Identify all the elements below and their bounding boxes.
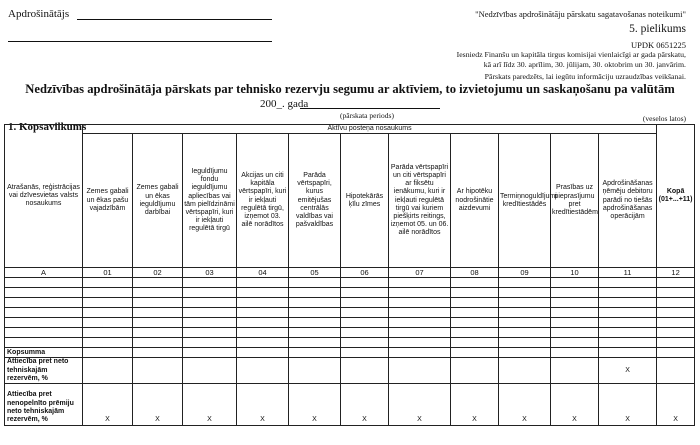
amount-cell[interactable] [341,288,389,298]
submission-line-2: kā arī līdz 30. aprīlim, 30. jūlijam, 30. oktobrim un 30. janvārim. [483,59,686,69]
amount-cell[interactable] [499,348,551,358]
summary-row-label: Attiecība pret nenopelnīto prēmiju neto tehniskajām rezervēm, % [5,384,83,426]
amount-cell[interactable] [237,338,289,348]
not-applicable-mark: X [133,384,183,426]
amount-cell[interactable] [183,328,237,338]
col-number: A [5,268,83,278]
not-applicable-mark: X [341,384,389,426]
amount-cell[interactable] [657,358,695,384]
amount-cell[interactable] [599,308,657,318]
insurer-name-line-2[interactable] [8,41,272,42]
not-applicable-mark: X [599,358,657,384]
amount-cell[interactable] [183,308,237,318]
amount-cell[interactable] [599,318,657,328]
col-number: 12 [657,268,695,278]
amount-cell[interactable] [599,338,657,348]
asset-group-header: Aktīvu posteņa nosaukums [83,125,657,134]
amount-cell[interactable] [657,278,695,288]
amount-cell[interactable] [657,328,695,338]
amount-cell[interactable] [499,358,551,384]
amount-cell[interactable] [451,308,499,318]
not-applicable-mark: X [599,384,657,426]
col-header-08: Ar hipotēku nodrošinātie aizdevumi [451,134,499,268]
report-purpose: Pārskats paredzēts, lai iegūtu informāciju uzraudzības veikšanai. [484,72,686,81]
amount-cell[interactable] [451,288,499,298]
summary-table [4,124,695,426]
amount-cell[interactable] [237,278,289,288]
amount-cell[interactable] [83,338,133,348]
amount-cell[interactable] [451,358,499,384]
amount-cell[interactable] [237,308,289,318]
amount-cell[interactable] [133,278,183,288]
amount-cell[interactable] [237,288,289,298]
amount-cell[interactable] [133,348,183,358]
col-number: 02 [133,268,183,278]
amount-cell[interactable] [657,288,695,298]
amount-cell[interactable] [133,358,183,384]
col-number: 01 [83,268,133,278]
summary-row-label: Attiecība pret neto tehniskajām rezervēm, % [5,358,83,384]
amount-cell[interactable] [133,298,183,308]
country-entry-row [5,318,695,328]
amount-cell[interactable] [389,298,451,308]
amount-cell[interactable] [133,288,183,298]
amount-cell[interactable] [451,348,499,358]
col-header-country: Atrašanās, reģistrācijas vai dzīvesvietas valsts nosaukums [5,125,83,268]
amount-cell[interactable] [83,278,133,288]
amount-cell[interactable] [341,358,389,384]
col-header-04: Akcijas un citi kapitāla vērtspapīri, kuri ir iekļauti regulētā tirgū, izņemot 03. ailē norādītos [237,134,289,268]
amount-cell[interactable] [83,308,133,318]
country-name-cell[interactable] [5,338,83,348]
amount-cell[interactable] [341,348,389,358]
amount-cell[interactable] [83,328,133,338]
col-header-05: Parāda vērtspapīri, kurus emitējušas centrālās valdības vai pašvaldības [289,134,341,268]
amount-cell[interactable] [341,328,389,338]
col-number: 10 [551,268,599,278]
amount-cell[interactable] [289,308,341,318]
form-code: UPDK 0651225 [630,40,686,50]
country-name-cell[interactable] [5,278,83,288]
summary-rows [5,348,695,426]
amount-cell[interactable] [551,348,599,358]
col-number: 03 [183,268,237,278]
amount-cell[interactable] [551,308,599,318]
amount-cell[interactable] [389,338,451,348]
regulation-reference: "Nedzīvības apdrošinātāju pārskatu sagatavošanas noteikumi" [475,9,686,19]
col-number: 11 [599,268,657,278]
col-header-02: Zemes gabali un ēkas ieguldījumu darbībai [133,134,183,268]
amount-cell[interactable] [341,278,389,288]
submission-note [386,50,686,69]
col-number: 09 [499,268,551,278]
amount-cell[interactable] [451,318,499,328]
insurer-name-line[interactable] [77,19,272,20]
amount-cell[interactable] [451,328,499,338]
col-number: 07 [389,268,451,278]
country-entry-row [5,298,695,308]
report-period-caption: (pārskata periods) [340,111,394,120]
col-header-10: Prasības uz pieprasījumu pret kredītiestādēm [551,134,599,268]
amount-cell[interactable] [551,278,599,288]
not-applicable-mark: X [237,384,289,426]
amount-cell[interactable] [499,278,551,288]
country-name-cell[interactable] [5,308,83,318]
not-applicable-mark: X [499,384,551,426]
insurer-label: Apdrošinātājs [8,8,70,20]
amount-cell[interactable] [289,288,341,298]
amount-cell[interactable] [499,308,551,318]
amount-cell[interactable] [341,318,389,328]
amount-cell[interactable] [599,278,657,288]
country-entry-row [5,328,695,338]
country-entry-row [5,308,695,318]
column-number-row [5,268,695,278]
amount-cell[interactable] [389,288,451,298]
amount-cell[interactable] [289,338,341,348]
amount-cell[interactable] [289,358,341,384]
amount-cell[interactable] [451,338,499,348]
amount-cell[interactable] [237,318,289,328]
amount-cell[interactable] [599,328,657,338]
section-title: 1. Kopsavilkums [8,121,87,133]
amount-cell[interactable] [237,358,289,384]
not-applicable-mark: X [289,384,341,426]
country-name-cell[interactable] [5,298,83,308]
amount-cell[interactable] [237,328,289,338]
not-applicable-mark: X [451,384,499,426]
report-year: 200_. gada [260,98,309,110]
amount-cell[interactable] [551,328,599,338]
amount-cell[interactable] [499,318,551,328]
amount-cell[interactable] [237,298,289,308]
amount-cell[interactable] [499,338,551,348]
amount-cell[interactable] [599,298,657,308]
col-header-total: Kopā (01+...+11) [657,125,695,268]
not-applicable-mark: X [183,384,237,426]
country-entry-row [5,278,695,288]
col-number: 08 [451,268,499,278]
amount-cell[interactable] [183,288,237,298]
amount-cell[interactable] [499,288,551,298]
country-entry-row [5,338,695,348]
amount-cell[interactable] [451,278,499,288]
col-header-01: Zemes gabali un ēkas pašu vajadzībām [83,134,133,268]
amount-cell[interactable] [341,298,389,308]
units-note: (veselos latos) [642,114,686,123]
amount-cell[interactable] [551,358,599,384]
amount-cell[interactable] [289,298,341,308]
summary-row [5,358,695,384]
amount-cell[interactable] [133,308,183,318]
col-header-07: Parāda vērtspapīri un citi vērtspapīri ar fiksētu ienākumu, kuri ir iekļauti regulētā tirgū vai kuriem piešķirts reitings, izņemot 05. un 06. ailē norādītos [389,134,451,268]
amount-cell[interactable] [289,318,341,328]
col-header-11: Apdrošināšanas ņēmēju debitoru parādi no tiešās apdrošināšanas operācijām [599,134,657,268]
not-applicable-mark: X [551,384,599,426]
not-applicable-mark: X [657,384,695,426]
country-rows [5,278,695,348]
amount-cell[interactable] [341,308,389,318]
amount-cell[interactable] [657,298,695,308]
amount-cell[interactable] [551,298,599,308]
amount-cell[interactable] [289,348,341,358]
amount-cell[interactable] [133,318,183,328]
amount-cell[interactable] [341,338,389,348]
amount-cell[interactable] [289,328,341,338]
not-applicable-mark: X [389,384,451,426]
summary-row [5,348,695,358]
col-header-03: Ieguldījumu fondu ieguldījumu apliecības vai tām pielīdzināmi vērtspapīri, kuri ir iekļauti regulētā tirgū [183,134,237,268]
col-header-06: Hipotekārās ķīlu zīmes [341,134,389,268]
amount-cell[interactable] [551,288,599,298]
amount-cell[interactable] [133,338,183,348]
amount-cell[interactable] [389,278,451,288]
amount-cell[interactable] [237,348,289,358]
amount-cell[interactable] [389,358,451,384]
amount-cell[interactable] [657,308,695,318]
submission-line-1: Iesniedz Finanšu un kapitāla tirgus komisijai vienlaicīgi ar gada pārskatu, [456,50,686,59]
amount-cell[interactable] [389,328,451,338]
amount-cell[interactable] [183,348,237,358]
country-name-cell[interactable] [5,288,83,298]
amount-cell[interactable] [83,358,133,384]
amount-cell[interactable] [83,348,133,358]
amount-cell[interactable] [389,348,451,358]
amount-cell[interactable] [183,278,237,288]
amount-cell[interactable] [657,318,695,328]
report-title: Nedzīvības apdrošinātāja pārskats par tehnisko rezervju segumu ar aktīviem, to izvietojumu un saskaņošanu pa valūtām [25,82,675,96]
amount-cell[interactable] [551,338,599,348]
amount-cell[interactable] [499,298,551,308]
country-name-cell[interactable] [5,328,83,338]
amount-cell[interactable] [389,308,451,318]
amount-cell[interactable] [183,298,237,308]
col-number: 04 [237,268,289,278]
col-number: 06 [341,268,389,278]
amount-cell[interactable] [133,328,183,338]
annex-number: 5. pielikums [629,23,686,35]
amount-cell[interactable] [83,288,133,298]
amount-cell[interactable] [551,318,599,328]
amount-cell[interactable] [389,318,451,328]
not-applicable-mark: X [83,384,133,426]
summary-row [5,384,695,426]
col-header-09: Termiņnoguldījumi kredītiestādēs [499,134,551,268]
amount-cell[interactable] [183,338,237,348]
col-number: 05 [289,268,341,278]
amount-cell[interactable] [83,318,133,328]
amount-cell[interactable] [289,278,341,288]
amount-cell[interactable] [183,318,237,328]
country-entry-row [5,288,695,298]
amount-cell[interactable] [451,298,499,308]
amount-cell[interactable] [183,358,237,384]
country-name-cell[interactable] [5,318,83,328]
amount-cell[interactable] [657,348,695,358]
summary-row-label: Kopsumma [5,348,83,358]
amount-cell[interactable] [83,298,133,308]
amount-cell[interactable] [499,328,551,338]
report-period-line[interactable] [300,108,440,109]
amount-cell[interactable] [657,338,695,348]
amount-cell[interactable] [599,288,657,298]
amount-cell[interactable] [599,348,657,358]
